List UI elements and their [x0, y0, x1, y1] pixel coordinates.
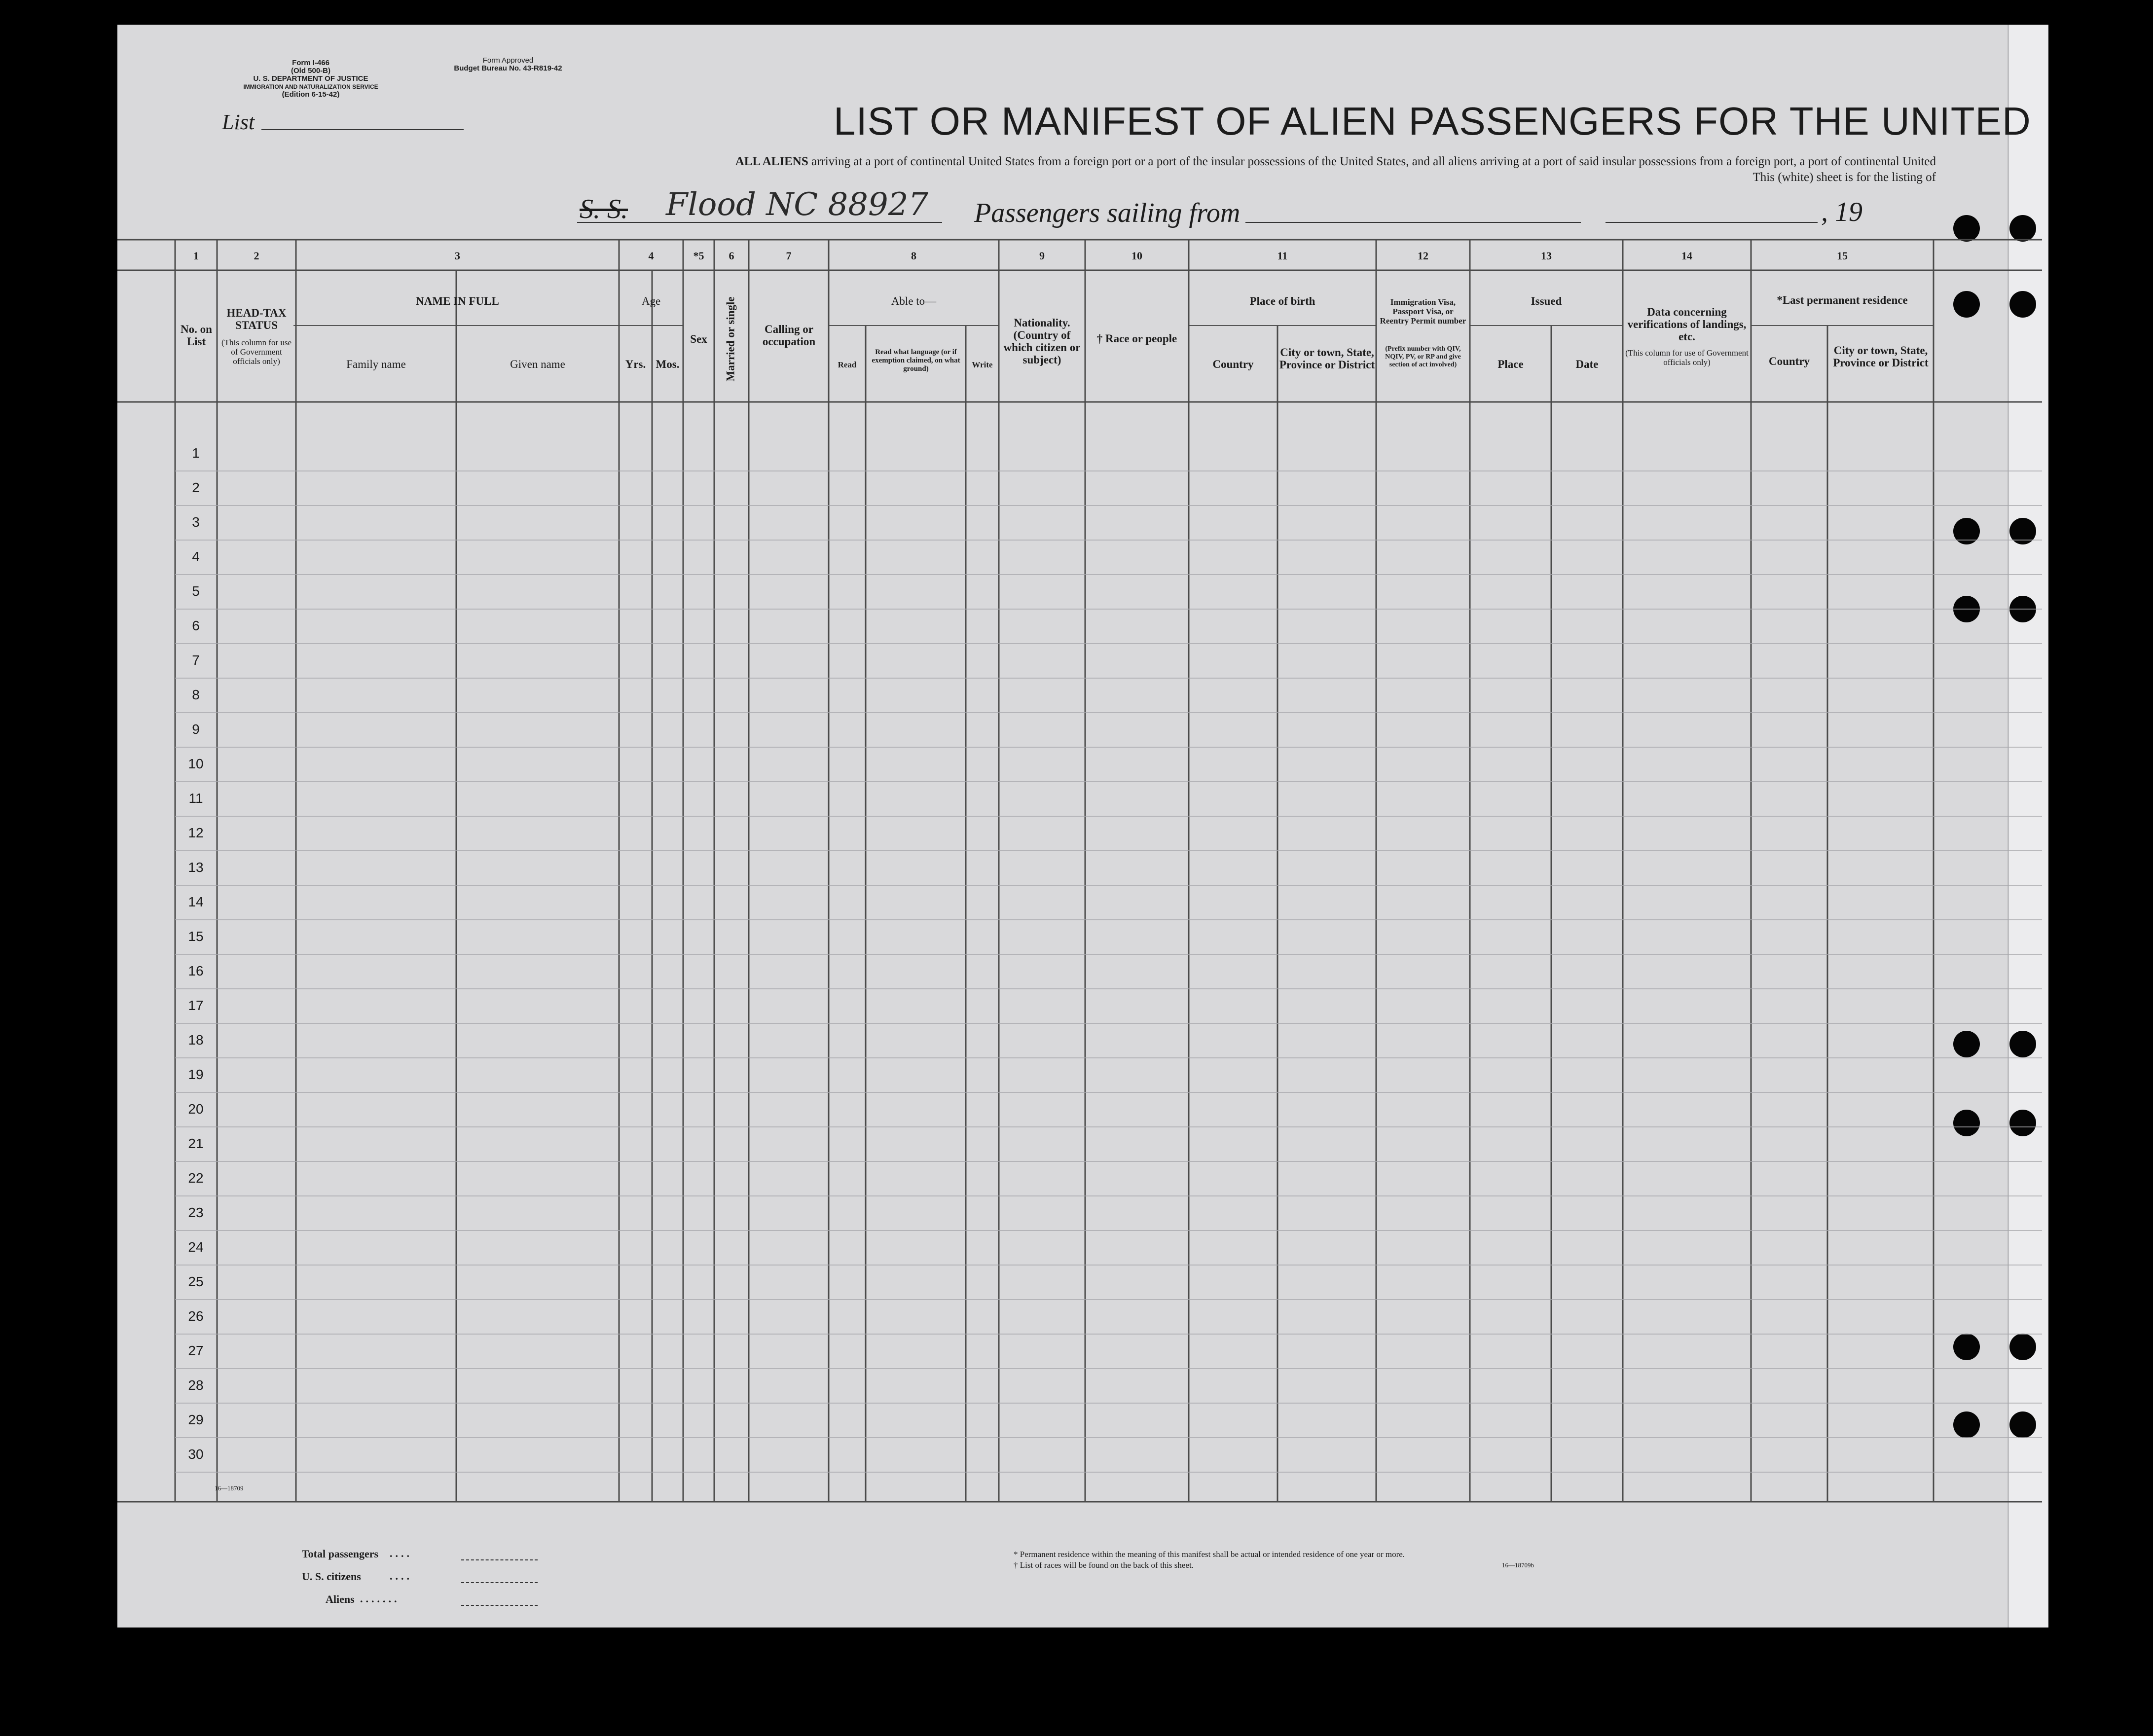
col-number-11: 11: [1277, 250, 1288, 262]
form-approved: Form Approved: [482, 56, 534, 65]
header-birth-country: Country: [1212, 358, 1254, 370]
row-number: 4: [192, 549, 200, 564]
header-calling: Calling or occupation: [762, 323, 816, 348]
row-number: 21: [188, 1136, 204, 1151]
row-number: 5: [192, 583, 200, 599]
header-read-language: Read what language (or if exemption claimed, on what ground): [872, 348, 960, 373]
header-read: Read: [838, 360, 857, 369]
sailing-label: Passengers sailing from: [974, 198, 1241, 228]
row-number: 23: [188, 1205, 204, 1220]
form-old: (Old 500-B): [291, 67, 330, 75]
header-able-to: Able to—: [891, 295, 937, 307]
col-number-14: 14: [1681, 250, 1692, 262]
col-number-13: 13: [1541, 250, 1552, 262]
col-number-7: 7: [786, 250, 792, 262]
header-given-name: Given name: [510, 358, 565, 370]
us-citizens-label: U. S. citizens: [302, 1570, 361, 1583]
year-prefix: , 19: [1821, 197, 1862, 227]
row-number: 20: [188, 1101, 204, 1117]
subtitle-line2: This (white) sheet is for the listing of: [1752, 171, 1936, 184]
header-race: † Race or people: [1096, 332, 1177, 345]
row-number: 24: [188, 1239, 204, 1255]
row-number: 22: [188, 1170, 204, 1186]
header-name-in-full: NAME IN FULL: [416, 295, 499, 307]
header-data-concerning: Data concerning verifications of landings, etc.: [1627, 306, 1747, 343]
form-title: LIST OR MANIFEST OF ALIEN PASSENGERS FOR THE UNITED: [834, 99, 2031, 143]
header-issued: Issued: [1531, 295, 1562, 307]
header-visa-note: (Prefix number with QIV, NQIV, PV, or RP and give section of act involved): [1385, 345, 1461, 368]
row-number: 11: [188, 791, 203, 806]
header-nationality: Nationality. (Country of which citizen or subject): [1003, 317, 1081, 366]
header-res-country: Country: [1768, 355, 1810, 367]
header-head-tax: HEAD-TAX STATUS: [226, 307, 287, 331]
col-number-3: 3: [455, 250, 460, 262]
header-place-of-birth: Place of birth: [1249, 295, 1315, 307]
header-yrs: Yrs.: [625, 358, 646, 370]
col-number-1: 1: [193, 250, 199, 262]
header-married: Married or single: [724, 296, 737, 382]
row-number: 14: [188, 894, 204, 909]
row-number: 16: [188, 963, 204, 978]
print-code: 16—18709: [215, 1484, 244, 1492]
col-number-12: 12: [1418, 250, 1428, 262]
col-number-2: 2: [254, 250, 259, 262]
col-number-10: 10: [1131, 250, 1142, 262]
aliens-label: Aliens: [326, 1593, 355, 1605]
header-sex: Sex: [690, 333, 707, 345]
row-number: 1: [192, 445, 200, 461]
us-citizens-line: [461, 1582, 538, 1583]
row-number: 17: [188, 998, 204, 1013]
header-family-name: Family name: [346, 358, 406, 370]
header-write: Write: [972, 360, 993, 369]
header-age: Age: [641, 295, 661, 307]
row-number: 6: [192, 618, 200, 633]
footnote-races: † List of races will be found on the back of this sheet.: [1014, 1560, 1194, 1570]
leader-dots: ....: [390, 1570, 412, 1582]
list-label: List: [222, 110, 255, 134]
edition: (Edition 6-15-42): [282, 90, 340, 99]
leader-dots: ....: [390, 1547, 412, 1559]
col-number-9: 9: [1039, 250, 1045, 262]
header-res-city: City or town, State, Province or District: [1833, 344, 1929, 369]
header-mos: Mos.: [656, 358, 680, 370]
row-number: 3: [192, 514, 200, 530]
header-head-tax-note: (This column for use of Government officials only): [221, 338, 292, 366]
aliens-line: [461, 1605, 538, 1606]
footnote-residence: * Permanent residence within the meaning of this manifest shall be actual or intended residence of one year or more.: [1014, 1550, 1405, 1559]
row-number: 2: [192, 480, 200, 495]
footnote-code: 16—18709b: [1502, 1561, 1534, 1569]
col-number-15: 15: [1837, 250, 1848, 262]
row-number: 9: [192, 722, 200, 737]
row-number: 28: [188, 1377, 204, 1393]
row-number: 13: [188, 860, 204, 875]
col-number-8: 8: [911, 250, 916, 262]
header-last-residence: *Last permanent residence: [1777, 294, 1908, 306]
department: U. S. DEPARTMENT OF JUSTICE: [253, 74, 368, 83]
row-number: 12: [188, 825, 204, 840]
row-number: 25: [188, 1274, 204, 1289]
row-number: 7: [192, 652, 200, 668]
total-passengers-line: [461, 1559, 538, 1560]
form-number: Form I-466: [292, 59, 329, 67]
subtitle-prefix: ALL ALIENS: [735, 155, 808, 168]
header-birth-city: City or town, State, Province or District: [1279, 346, 1375, 371]
row-number: 8: [192, 687, 200, 702]
ship-handwritten-name: Flood NC 88927: [666, 186, 929, 223]
row-number: 15: [188, 929, 204, 944]
service: IMMIGRATION AND NATURALIZATION SERVICE: [243, 83, 378, 90]
row-number: 10: [188, 756, 204, 771]
leader-dots: .......: [360, 1592, 400, 1605]
row-number: 26: [188, 1308, 204, 1324]
ship-prefix: S. S.: [580, 194, 628, 224]
row-number: 18: [188, 1032, 204, 1048]
col-number-4: 4: [648, 250, 654, 262]
header-data-note: (This column for use of Government officials only): [1625, 348, 1749, 367]
row-number: 29: [188, 1412, 204, 1427]
header-visa: Immigration Visa, Passport Visa, or Reentry Permit number: [1380, 297, 1466, 326]
total-passengers-label: Total passengers: [302, 1548, 379, 1560]
subtitle-text: arriving at a port of continental United States from a foreign port or a port of the insular possessions of the United States, and all aliens arriving at a port of said insular possessions from a foreign port, a port of continental United: [811, 155, 1936, 168]
header-issued-place: Place: [1497, 358, 1524, 370]
header-no-on-list: No. on List: [181, 323, 212, 348]
row-number: 30: [188, 1447, 204, 1462]
budget-number: Budget Bureau No. 43-R819-42: [454, 64, 562, 72]
col-number-5: *5: [693, 250, 704, 262]
row-number: 27: [188, 1343, 204, 1358]
col-number-6: 6: [729, 250, 734, 262]
header-issued-date: Date: [1575, 358, 1599, 370]
row-number: 19: [188, 1067, 204, 1082]
